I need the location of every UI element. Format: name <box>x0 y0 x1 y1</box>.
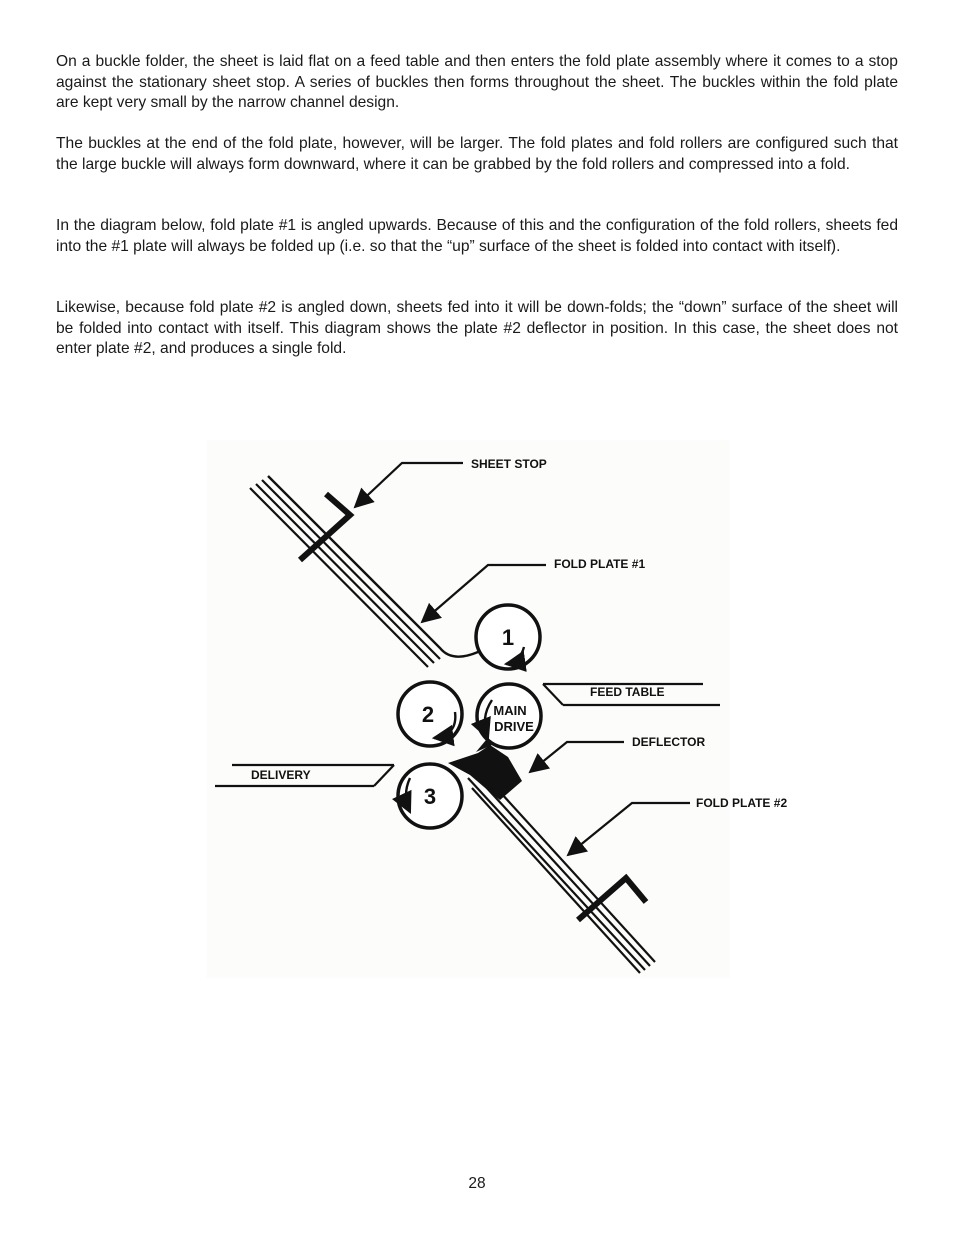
deflector-label: DEFLECTOR <box>632 735 706 749</box>
buckle-folder-diagram <box>205 440 805 982</box>
paragraph-3: In the diagram below, fold plate #1 is angled upwards. Because of this and the configuration of the fold rollers, sheets fed into the #1 plate will always be folded up (i.e. so that the “up” surface of the sheet is folded into contact with itself). <box>56 217 898 255</box>
delivery-label: DELIVERY <box>251 768 311 782</box>
feed-table-label: FEED TABLE <box>590 685 665 699</box>
paragraph-2: The buckles at the end of the fold plate, however, will be larger. The fold plates and fold rollers are configured such that the large buckle will always form downward, where it can be grabbed by the fold rollers and compressed into a fold. <box>56 135 898 173</box>
roller-2-label: 2 <box>421 702 435 727</box>
fold-plate-1-label: FOLD PLATE #1 <box>554 557 646 571</box>
paragraph-1: On a buckle folder, the sheet is laid flat on a feed table and then enters the fold plate assembly where it comes to a stop against the stationary sheet stop. A series of buckles then forms throughout the sheet. The buckles within the fold plate are kept very small by the narrow channel design. <box>56 53 898 112</box>
fold-plate-2-label: FOLD PLATE #2 <box>696 796 788 810</box>
main-drive-label-line1: MAIN <box>493 703 527 718</box>
main-drive-label-line2: DRIVE <box>494 719 534 734</box>
paragraph-4: Likewise, because fold plate #2 is angled down, sheets fed into it will be down-folds; the “down” surface of the sheet will be folded into contact with itself. This diagram shows the plate #2 deflector in position. In this case, the sheet does not enter plate #2, and produces a single fold. <box>56 299 898 358</box>
roller-3-label: 3 <box>423 784 437 809</box>
page-number: 28 <box>468 1175 486 1192</box>
sheet-stop-label: SHEET STOP <box>471 457 547 471</box>
diagram-background <box>207 440 730 978</box>
roller-1-label: 1 <box>501 625 515 650</box>
